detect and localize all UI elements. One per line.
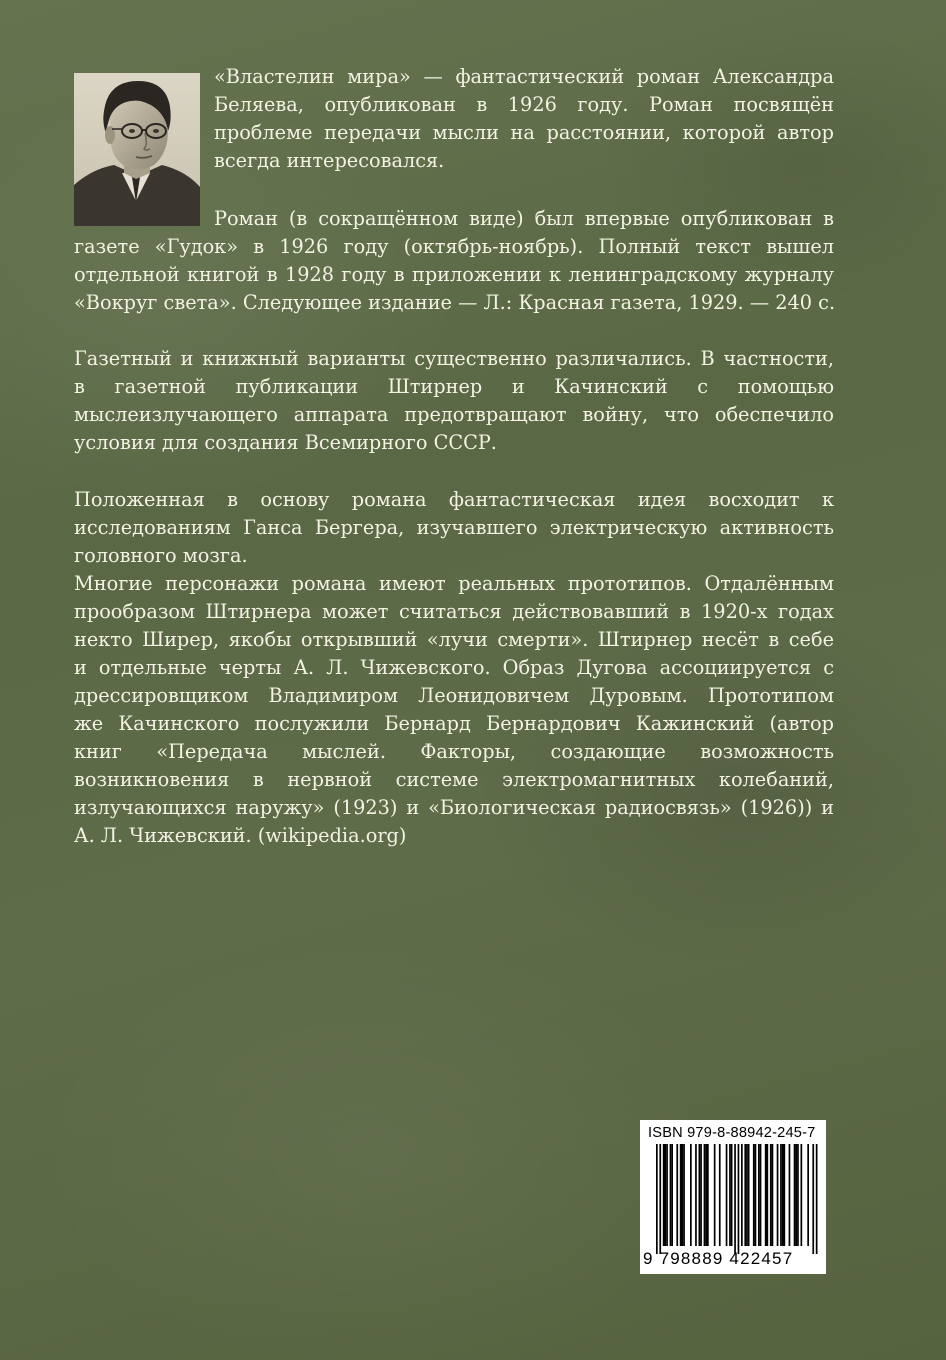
barcode-bar bbox=[746, 1144, 748, 1246]
barcode-bar bbox=[663, 1144, 665, 1246]
barcode-bar bbox=[665, 1144, 667, 1246]
text-line: «Вокруг света». Следующее издание — Л.: Красная газета, 1929. — 240 с. bbox=[74, 291, 836, 314]
barcode-bar bbox=[659, 1144, 661, 1254]
barcode-bar bbox=[680, 1144, 682, 1246]
barcode-bar bbox=[719, 1144, 721, 1246]
barcode-bar bbox=[683, 1144, 685, 1246]
text-line: Положенная в основу романа фантастическая идея восходит к bbox=[74, 488, 834, 511]
author-portrait bbox=[74, 73, 200, 226]
barcode-bar bbox=[816, 1144, 818, 1254]
barcode-bar bbox=[782, 1144, 784, 1246]
barcode-bar bbox=[767, 1144, 769, 1246]
text-line: и отдельные черты А. Л. Чижевского. Образ Дугова ассоциируется с bbox=[74, 656, 834, 679]
barcode-bar bbox=[777, 1144, 779, 1246]
barcode-bar bbox=[753, 1144, 755, 1246]
text-line: дрессировщиком Владимиром Леонидовичем Дуровым. Прототипом bbox=[74, 684, 834, 707]
isbn-barcode-box bbox=[640, 1120, 826, 1274]
barcode-bar bbox=[666, 1144, 668, 1246]
barcode-bar bbox=[726, 1144, 728, 1246]
text-line: в газетной публикации Штирнер и Качинский с помощью bbox=[74, 375, 834, 398]
barcode-bar bbox=[705, 1144, 707, 1246]
barcode-bar bbox=[755, 1144, 757, 1246]
barcode-bar bbox=[760, 1144, 762, 1246]
barcode-bar bbox=[772, 1144, 774, 1246]
barcode-bar bbox=[794, 1144, 796, 1246]
text-line: мыслеизлучающего аппарата предотвращают войну, что обеспечило bbox=[74, 403, 834, 426]
text-line: всегда интересовался. bbox=[214, 149, 445, 172]
barcode-bar bbox=[797, 1144, 799, 1246]
barcode-bar bbox=[812, 1144, 814, 1254]
text-line: «Властелин мира» — фантастический роман Александра bbox=[214, 65, 834, 88]
barcode-bar bbox=[729, 1144, 731, 1246]
text-line: Беляева, опубликован в 1926 году. Роман посвящён bbox=[214, 93, 834, 116]
barcode-bar bbox=[780, 1144, 782, 1246]
text-line: газете «Гудок» в 1926 году (октябрь-ноябрь). Полный текст вышел bbox=[74, 235, 834, 258]
barcode-bar bbox=[699, 1144, 701, 1246]
barcode-bar bbox=[704, 1144, 706, 1246]
paragraph-prototypes bbox=[74, 486, 834, 850]
barcode-bar bbox=[765, 1144, 767, 1246]
barcode-bar bbox=[770, 1144, 772, 1246]
text-line: некто Ширер, якобы открывший «лучи смерти». Штирнер несёт в себе bbox=[74, 628, 834, 651]
barcode-bar bbox=[734, 1144, 736, 1254]
barcode-bar bbox=[784, 1144, 786, 1246]
barcode-bar bbox=[758, 1144, 760, 1246]
text-line: книг «Передача мыслей. Факторы, создающие возможность bbox=[74, 740, 834, 763]
barcode-bar bbox=[731, 1144, 733, 1246]
barcode-bar bbox=[738, 1144, 740, 1254]
barcode-bar bbox=[807, 1144, 809, 1246]
barcode-bar bbox=[741, 1144, 743, 1246]
barcode-bar bbox=[700, 1144, 702, 1246]
barcode-bar bbox=[714, 1144, 716, 1246]
barcode-bar bbox=[707, 1144, 709, 1246]
text-line: проблеме передачи мысли на расстоянии, которой автор bbox=[214, 121, 834, 144]
barcode-bar bbox=[676, 1144, 678, 1246]
barcode-bar bbox=[789, 1144, 791, 1246]
isbn-digits: 9 798889 422457 bbox=[643, 1249, 794, 1268]
barcode-bar bbox=[695, 1144, 697, 1246]
text-line: Многие персонажи романа имеют реальных прототипов. Отдалённым bbox=[74, 572, 834, 595]
text-line: головного мозга. bbox=[74, 544, 248, 567]
barcode-bar bbox=[690, 1144, 692, 1246]
text-line: прообразом Штирнера может считаться действовавший в 1920-х годах bbox=[74, 600, 834, 623]
paragraph-versions bbox=[74, 345, 834, 457]
barcode-bar bbox=[795, 1144, 797, 1246]
text-line: Роман (в сокращённом виде) был впервые опубликован в bbox=[214, 207, 834, 230]
barcode-bar bbox=[656, 1144, 658, 1254]
barcode-bar bbox=[748, 1144, 750, 1246]
text-line: же Качинского послужили Бернард Бернардович Кажинский (автор bbox=[74, 712, 834, 735]
barcode-bar bbox=[801, 1144, 803, 1246]
text-line: отдельной книгой в 1928 году в приложении к ленинградскому журналу bbox=[74, 263, 834, 286]
text-line: условия для создания Всемирного СССР. bbox=[74, 431, 497, 454]
text-line: возникновения в нервной системе электромагнитных колебаний, bbox=[74, 768, 834, 791]
portrait-photo bbox=[74, 73, 200, 226]
isbn-label: ISBN 979-8-88942-245-7 bbox=[648, 1125, 816, 1141]
text-line: Газетный и книжный варианты существенно различались. В частности, bbox=[74, 347, 834, 370]
text-line: А. Л. Чижевский. (wikipedia.org) bbox=[74, 824, 407, 847]
barcode-bar bbox=[671, 1144, 673, 1246]
text-line: исследованиям Ганса Бергера, изучавшего электрическую активность bbox=[74, 516, 834, 539]
barcode-bar bbox=[682, 1144, 684, 1246]
paragraph-intro bbox=[214, 63, 834, 175]
text-line: излучающихся наружу» (1923) и «Биологическая радиосвязь» (1926)) и bbox=[74, 796, 834, 819]
barcode-bar bbox=[670, 1144, 672, 1246]
barcode-bar bbox=[744, 1144, 746, 1246]
paragraph-publication bbox=[74, 205, 836, 317]
